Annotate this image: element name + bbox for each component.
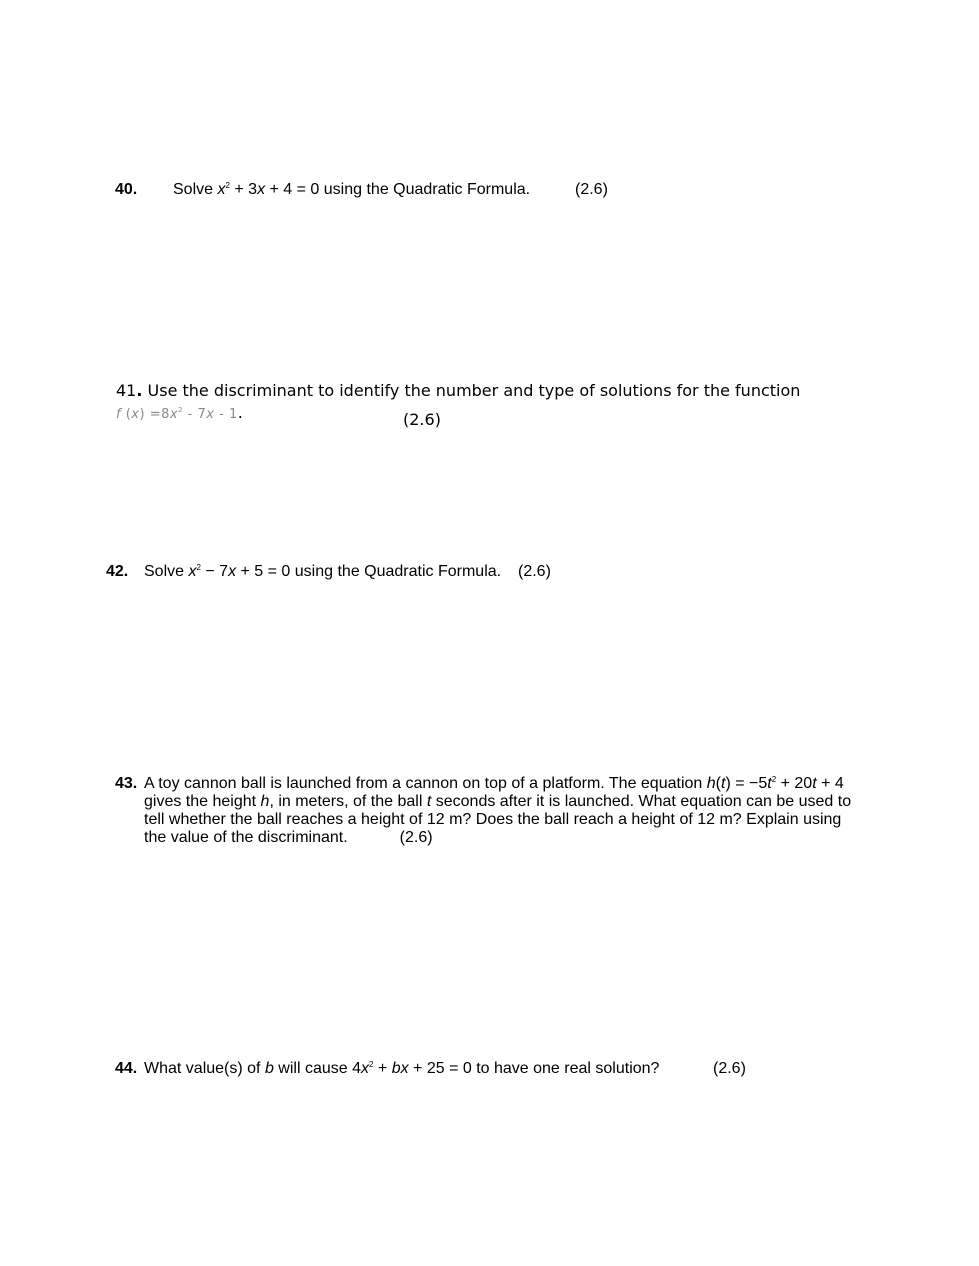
question-text: Solve $x^2 - 7x + 5 = 0$ using the Quadratic Formula. (144, 563, 502, 580)
section-reference: (2.6) (399, 829, 433, 846)
function-formula: f $(x) =8x^2 - 7x - 1$ (116, 406, 238, 422)
question-number: 44. (115, 1060, 138, 1077)
question-line-1: A toy cannon ball is launched from a cannon on top of a platform. The equation $h(t) = -5t^2 + 20t + 4$ (144, 775, 844, 792)
question-number: 43. (115, 775, 138, 792)
question-number: 40. (115, 181, 138, 198)
question-44 (115, 1060, 746, 1078)
section-reference: (2.6) (518, 563, 551, 580)
question-41 (116, 381, 801, 429)
function-expression: f $(x) =8x^2 - 7x - 1$. (116, 403, 243, 422)
question-number: 41. (116, 381, 143, 400)
question-text: Use the discriminant to identify the number and type of solutions for the function (142, 381, 801, 400)
question-40 (115, 181, 608, 199)
question-number: 42. (106, 563, 129, 580)
question-text: Solve $x^2 + 3x + 4 = 0$ using the Quadratic Formula. (173, 181, 531, 198)
question-text: What value(s) of b will cause $4x^2$ + bx + 25 = 0 to have one real solution? (144, 1060, 660, 1077)
question-42 (106, 563, 551, 581)
question-43 (115, 775, 852, 846)
section-reference: (2.6) (575, 181, 608, 198)
question-line-2: gives the height h, in meters, of the ball t seconds after it is launched. What equation can be used to (144, 793, 852, 810)
question-line-4: the value of the discriminant. (2.6) (144, 829, 433, 846)
question-line-3: tell whether the ball reaches a height of 12 m? Does the ball reach a height of 12 m? Explain using (144, 811, 842, 828)
section-reference: (2.6) (403, 410, 441, 429)
question-text (144, 775, 851, 847)
section-reference: (2.6) (713, 1060, 746, 1077)
